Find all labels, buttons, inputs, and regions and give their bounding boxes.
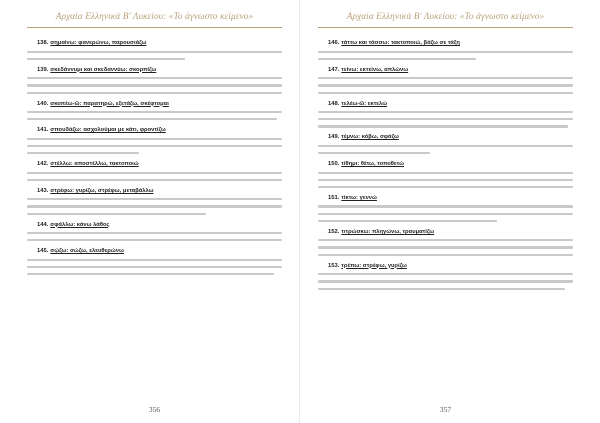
verb-forms-line	[27, 138, 282, 140]
running-head: Αρχαία Ελληνικά Β' Λυκείου: «Το άγνωστο κείμενο»	[346, 12, 545, 22]
verb-forms-line	[27, 273, 274, 275]
entry-heading	[318, 160, 573, 169]
entry-heading	[318, 194, 573, 203]
verb-forms-line	[27, 118, 277, 120]
entry-number: 146.	[328, 40, 340, 46]
verb-forms-line	[318, 254, 573, 256]
verb-forms-line	[318, 213, 573, 215]
entry-lemma: σκεδάννυμι και σκεδαννύω: σκορπίζω	[50, 66, 157, 73]
verb-entry	[27, 126, 282, 154]
entry-number: 139.	[37, 66, 49, 73]
entry-lemma: τίθημι: θέτω, τοποθετώ	[341, 161, 404, 168]
verb-forms-line	[318, 145, 573, 147]
verb-forms-line	[318, 84, 573, 86]
entry-lemma: σφάλλω: κάνω λάθος	[50, 221, 110, 228]
verb-forms-line	[27, 145, 282, 147]
verb-forms-line	[27, 205, 282, 207]
verb-entry	[27, 221, 282, 242]
verb-entry	[27, 187, 282, 215]
entry-lemma: σημαίνω: φανερώνω, παρουσιάζω	[50, 40, 147, 46]
verb-forms-line	[27, 179, 282, 181]
entry-lemma: στέλλω: αποστέλλω, τακτοποιώ	[50, 161, 139, 168]
entry-lemma: τείνω: εκτείνω, απλώνω	[341, 66, 409, 73]
verb-entry	[27, 247, 282, 275]
verb-entry	[318, 39, 573, 60]
verb-entry	[318, 228, 573, 256]
verb-forms-line	[318, 186, 573, 188]
verb-forms-line	[27, 259, 282, 261]
verb-entry	[318, 262, 573, 290]
entry-heading	[27, 39, 282, 48]
verb-forms-line	[318, 220, 497, 222]
entry-lemma: τιτρώσκω: πληγώνω, τραυματίζω	[341, 228, 435, 235]
entry-number: 142.	[37, 161, 49, 168]
verb-forms-line	[27, 77, 282, 79]
verb-entry	[27, 66, 282, 94]
entry-list	[27, 39, 282, 399]
verb-forms-line	[318, 246, 573, 248]
entry-number: 147.	[328, 66, 340, 73]
entry-heading	[27, 100, 282, 109]
entry-number: 149.	[328, 134, 340, 141]
verb-forms-line	[27, 51, 282, 53]
verb-forms-line	[27, 266, 282, 268]
entry-heading	[27, 126, 282, 135]
verb-forms-line	[27, 232, 282, 234]
right-page	[300, 0, 600, 423]
entry-number: 145.	[37, 248, 49, 255]
verb-entry	[318, 100, 573, 128]
entry-number: 150.	[328, 161, 340, 168]
verb-forms-line	[318, 152, 430, 154]
entry-lemma: σπουδάζω: ασχολούμαι με κάτι, φροντίζω	[50, 127, 166, 134]
verb-forms-line	[318, 58, 476, 60]
entry-number: 148.	[328, 100, 340, 107]
verb-forms-line	[27, 84, 282, 86]
verb-forms-line	[27, 239, 282, 241]
verb-entry	[27, 160, 282, 181]
entry-number: 141.	[37, 127, 49, 134]
entry-heading	[27, 160, 282, 169]
entry-number: 153.	[328, 262, 340, 269]
verb-forms-line	[318, 111, 573, 113]
entry-heading	[27, 187, 282, 196]
verb-entry	[318, 194, 573, 222]
entry-number: 138.	[37, 40, 49, 46]
entry-lemma: σκοπέω-ῶ: παρατηρώ, εξετάζω, σκέφτομαι	[50, 100, 169, 107]
entry-lemma: σῴζω: σώζω, ελευθερώνω	[50, 248, 124, 255]
entry-heading	[318, 39, 573, 48]
verb-entry	[318, 133, 573, 154]
entry-number: 143.	[37, 187, 49, 194]
entry-lemma: τίκτω: γεννώ	[341, 194, 377, 201]
verb-entry	[27, 100, 282, 121]
verb-forms-line	[27, 172, 282, 174]
verb-forms-line	[27, 198, 282, 200]
page-number: 356	[148, 405, 161, 414]
verb-entry	[318, 160, 573, 188]
entry-heading	[27, 66, 282, 75]
entry-lemma: τρέπω: στρέφω, γυρίζω	[341, 262, 407, 269]
entry-lemma: στρέφω: γυρίζω, στρέφω, μεταβάλλω	[50, 187, 154, 194]
header-rule	[318, 27, 573, 28]
entry-number: 152.	[328, 228, 340, 235]
header-rule	[27, 27, 282, 28]
entry-lemma: τελέω-ῶ: εκτελώ	[341, 100, 388, 107]
verb-entry	[27, 39, 282, 60]
entry-lemma: τάττω και τάσσω: τακτοποιώ, βάζω σε τάξη	[341, 40, 460, 46]
entry-heading	[318, 100, 573, 109]
verb-forms-line	[318, 51, 573, 53]
verb-forms-line	[318, 273, 573, 275]
verb-forms-line	[318, 179, 573, 181]
verb-forms-line	[27, 152, 139, 154]
entry-heading	[27, 221, 282, 230]
entry-heading	[318, 262, 573, 271]
verb-forms-line	[27, 111, 282, 113]
verb-forms-line	[318, 172, 573, 174]
verb-forms-line	[318, 288, 565, 290]
page-number: 357	[439, 405, 452, 414]
verb-forms-line	[27, 58, 185, 60]
verb-forms-line	[318, 125, 568, 127]
entry-heading	[27, 247, 282, 256]
entry-heading	[318, 228, 573, 237]
running-head: Αρχαία Ελληνικά Β' Λυκείου: «Το άγνωστο κείμενο»	[55, 12, 254, 22]
entry-heading	[318, 66, 573, 75]
verb-forms-line	[318, 205, 573, 207]
verb-forms-line	[318, 92, 573, 94]
verb-forms-line	[318, 280, 573, 282]
verb-forms-line	[318, 77, 573, 79]
verb-forms-line	[27, 92, 282, 94]
entry-lemma: τέμνω: κόβω, σφάζω	[341, 134, 399, 141]
entry-heading	[318, 133, 573, 142]
entry-number: 151.	[328, 194, 340, 201]
entry-list	[318, 39, 573, 399]
verb-forms-line	[318, 118, 573, 120]
entry-number: 140.	[37, 100, 49, 107]
verb-forms-line	[27, 213, 206, 215]
verb-forms-line	[318, 239, 573, 241]
verb-entry	[318, 66, 573, 94]
entry-number: 144.	[37, 221, 49, 228]
